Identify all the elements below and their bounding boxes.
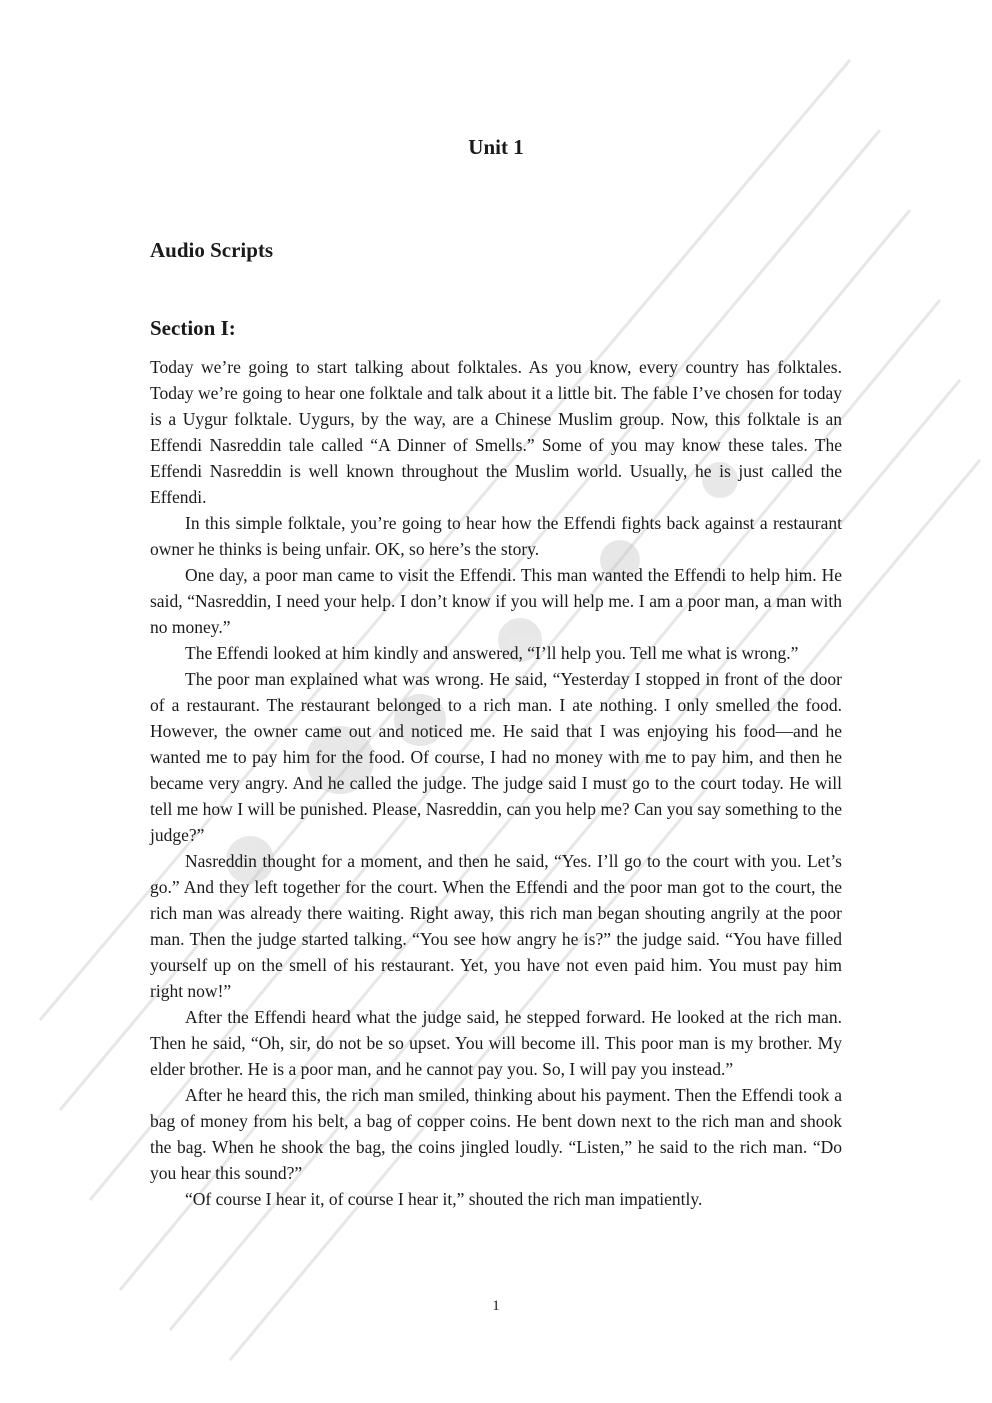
paragraph: In this simple folktale, you’re going to hear how the Effendi fights back against a restaurant owner he thinks is being unfair. OK, so here’s the story. — [150, 513, 842, 559]
paragraph: The Effendi looked at him kindly and answered, “I’ll help you. Tell me what is wrong.” — [185, 643, 799, 663]
unit-title: Unit 1 — [468, 135, 524, 159]
paragraph: After he heard this, the rich man smiled, thinking about his payment. Then the Effendi took a bag of money from his belt, a bag of copper coins. He bent down next to the rich man and shook the bag. When he shook the bag, the coins jingled loudly. “Listen,” he said to the rich man. “Do you hear this sound?” — [150, 1085, 842, 1183]
paragraph: After the Effendi heard what the judge said, he stepped forward. He looked at the rich man. Then he said, “Oh, sir, do not be so upset. You will become ill. This poor man is my brother. My elder brother. He is a poor man, and he cannot pay you. So, I will pay you instead.” — [150, 1007, 842, 1079]
paragraph: Nasreddin thought for a moment, and then he said, “Yes. I’ll go to the court with you. Let’s go.” And they left together for the court. When the Effendi and the poor man got to the court, the rich man was already there waiting. Right away, this rich man began shouting angrily at the poor man. Then the judge started talking. “You see how angry he is?” the judge said. “You have filled yourself up on the smell of his restaurant. Yet, you have not even paid him. You must pay him right now!” — [150, 851, 842, 1001]
paragraph: “Of course I hear it, of course I hear it,” shouted the rich man impatiently. — [185, 1189, 703, 1209]
paragraph: Today we’re going to start talking about folktales. As you know, every country has folktales. Today we’re going to hear one folktale and talk about it a little bit. The fable I’ve chosen for today is a Uygur folktale. Uygurs, by the way, are a Chinese Muslim group. Now, this folktale is an Effendi Nasreddin tale called “A Dinner of Smells.” Some of you may know these tales. The Effendi Nasreddin is well known throughout the Muslim world. Usually, he is just called the Effendi. — [150, 357, 842, 507]
heading-audio-scripts: Audio Scripts — [150, 238, 274, 262]
paragraph: One day, a poor man came to visit the Effendi. This man wanted the Effendi to help him. He said, “Nasreddin, I need your help. I don’t know if you will help me. I am a poor man, a man with no money.” — [150, 565, 842, 637]
section-title: Section I: — [150, 316, 236, 340]
paragraph: The poor man explained what was wrong. He said, “Yesterday I stopped in front of the door of a restaurant. The restaurant belonged to a rich man. I ate nothing. I only smelled the food. However, the owner came out and noticed me. He said that I was enjoying his food—and he wanted me to pay him for the food. Of course, I had no money with me to pay him, and then he became very angry. And he called the judge. The judge said I must go to the court today. He will tell me how I will be punished. Please, Nasreddin, can you help me? Can you say something to the judge?” — [150, 669, 842, 845]
script-body — [150, 354, 842, 1212]
page-number: 1 — [492, 1298, 500, 1314]
